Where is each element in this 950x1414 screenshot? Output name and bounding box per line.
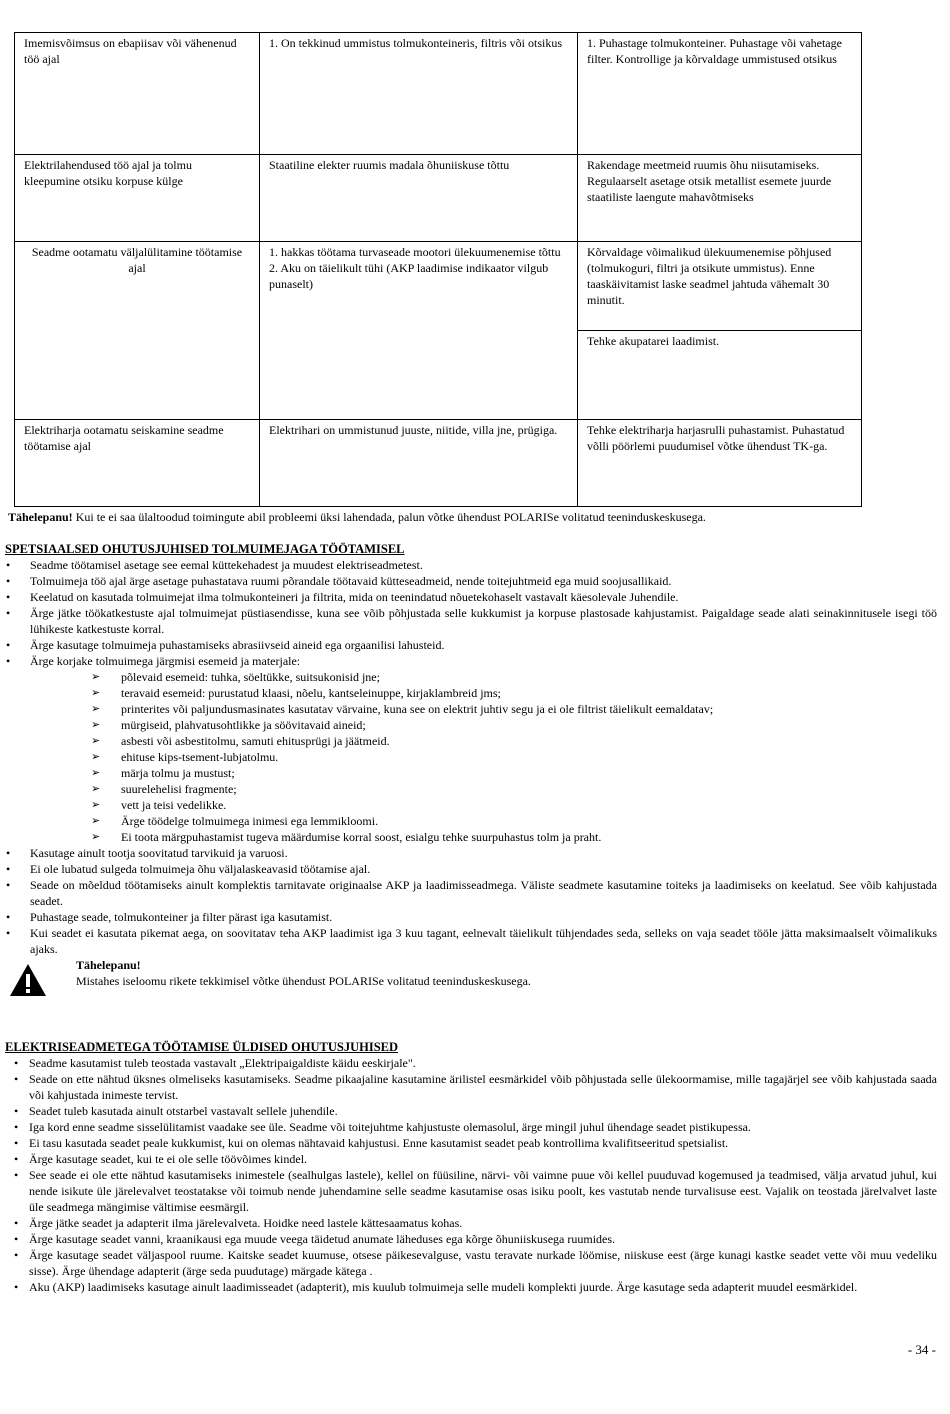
list-item: • Kasutage ainult tootja soovitatud tarvikuid ja varuosi. xyxy=(5,845,937,861)
solution-cell: Rakendage meetmeid ruumis õhu niisutamiseks. Regulaarselt asetage otsik metallist esemete juurde staatiliste laengute mahavõtmiseks xyxy=(578,155,862,242)
list-item: • Ärge kasutage seadet väljaspool ruume. Kaitske seadet kuumuse, otsese päikesevalguse, vastu teravate nurkade löömise, niiskuse eest (ärge kunagi kastke seadet vette või muu vedeliku sisse). Ärge ühendage adapterit (ärge seda puudutage) märgade kätega . xyxy=(5,1247,937,1279)
list-item: • Seade on ette nähtud üksnes olmeliseks kasutamiseks. Seadme pikaajaline kasutamine ärilistel eesmärkidel võib põhjustada selle ülekoormamise, mille tagajärjel see võib kahjustada saada või kahjustada inimeste tervist. xyxy=(5,1071,937,1103)
problem-cell: Seadme ootamatu väljalülitamine töötamise ajal xyxy=(15,242,260,420)
table-row xyxy=(15,33,862,155)
list-item: ➢ vett ja teisi vedelikke. xyxy=(91,797,937,813)
list-item: • Puhastage seade, tolmukonteiner ja filter pärast iga kasutamist. xyxy=(5,909,937,925)
warning-title: Tähelepanu! xyxy=(76,958,141,972)
list-item: • Aku (AKP) laadimiseks kasutage ainult laadimisseadet (adapterit), mis kuulub tolmuimeja selle mudeli komplekti juurde. Ärge kasutage seda adapterit muudel eesmärkidel. xyxy=(5,1279,937,1295)
bullet-list xyxy=(5,845,937,957)
solution-cell: Tehke akupatarei laadimist. xyxy=(578,331,862,420)
list-item: ➢ põlevaid esemeid: tuhka, söeltükke, suitsukonisid jne; xyxy=(91,669,937,685)
list-item: • Seadet tuleb kasutada ainult otstarbel vastavalt sellele juhendile. xyxy=(5,1103,937,1119)
page-number: - 34 - xyxy=(907,1342,936,1357)
bullet-list xyxy=(5,557,937,669)
bullet-list xyxy=(5,1055,937,1295)
warning-text: Mistahes iseloomu rikete tekkimisel võtke ühendust POLARISe volitatud teeninduskeskusega. xyxy=(76,974,531,988)
note-line xyxy=(8,509,706,525)
section-heading: ELEKTRISEADMETEGA TÖÖTAMISE ÜLDISED OHUTUSJUHISED xyxy=(5,1040,399,1054)
list-item: ➢ Ärge töödelge tolmuimega inimesi ega lemmikloomi. xyxy=(91,813,937,829)
list-item: • Ärge kasutage tolmuimeja puhastamiseks abrasiivseid aineid ega orgaanilisi lahusteid. xyxy=(5,637,937,653)
list-item: • Keelatud on kasutada tolmuimejat ilma tolmukonteineri ja filtrita, mida on teenindatud nõuetekohaselt vastavalt käesolevale Juhendile. xyxy=(5,589,937,605)
problem-cell: Elektrilahendused töö ajal ja tolmu kleepumine otsiku korpuse külge xyxy=(15,155,260,242)
warning-triangle-icon xyxy=(9,963,47,997)
arrow-list xyxy=(5,669,937,845)
section-heading: SPETSIAALSED OHUTUSJUHISED TOLMUIMEJAGA TÖÖTAMISEL xyxy=(5,542,405,556)
solution-cell: 1. Puhastage tolmukonteiner. Puhastage või vahetage filter. Kontrollige ja kõrvaldage ummistused otsikus xyxy=(578,33,862,155)
list-item: • Seadme kasutamist tuleb teostada vastavalt „Elektripaigaldiste käidu eeskirjale". xyxy=(5,1055,937,1071)
table-row xyxy=(15,155,862,242)
list-item: • Seadme töötamisel asetage see eemal küttekehadest ja muudest elektriseadmetest. xyxy=(5,557,937,573)
warning-text-block xyxy=(76,957,531,989)
cause-cell: 1. On tekkinud ummistus tolmukonteineris, filtris või otsikus xyxy=(260,33,578,155)
list-item: ➢ mürgiseid, plahvatusohtlikke ja söövitavaid aineid; xyxy=(91,717,937,733)
table-row xyxy=(15,242,862,331)
list-item: ➢ ehituse kips-tsement-lubjatolmu. xyxy=(91,749,937,765)
list-item: • Ärge jätke seadet ja adapterit ilma järelevalveta. Hoidke need lastele kättesaamatus kohas. xyxy=(5,1215,937,1231)
solution-cell: Tehke elektriharja harjasrulli puhastamist. Puhastatud võlli pöörlemi puudumisel võtke ühendust TK-ga. xyxy=(578,420,862,507)
table-row xyxy=(15,420,862,507)
list-item: • Kui seadet ei kasutata pikemat aega, on soovitatav teha AKP laadimist iga 3 kuu tagant, eelnevalt täielikult tühjendades seda, selleks on vaja seadet tööle jätta maksimaalselt võimalikuks ajaks. xyxy=(5,925,937,957)
warning-block xyxy=(5,957,937,1003)
list-item: • Seade on mõeldud töötamiseks ainult komplektis tarnitavate originaalse AKP ja laadimisseadmega. Väliste seadmete kasutamine toiteks ja laadimiseks on keelatud. See võib kahjustada seadet. xyxy=(5,877,937,909)
troubleshooting-table xyxy=(14,32,862,507)
cause-cell: 1. hakkas töötama turvaseade mootori ülekuumenemise tõttu 2. Aku on täielikult tühi (AKP laadimise indikaator vilgub punaselt) xyxy=(260,242,578,420)
list-item: ➢ teravaid esemeid: purustatud klaasi, nõelu, kantseleinuppe, kirjaklambreid jms; xyxy=(91,685,937,701)
list-item: ➢ asbesti või asbestitolmu, samuti ehitusprügi ja jäätmeid. xyxy=(91,733,937,749)
list-item: • Tolmuimeja töö ajal ärge asetage puhastatava ruumi põrandale töötavaid kütteseadmeid, nende toitejuhtmeid ega muid soojusallikaid. xyxy=(5,573,937,589)
note-text: Kui te ei saa ülaltoodud toimingute abil probleemi üksi lahendada, palun võtke ühendust POLARISe volitatud teeninduskeskusega. xyxy=(72,510,706,524)
special-safety-section xyxy=(5,541,937,1003)
list-item: • See seade ei ole ette nähtud kasutamiseks inimestele (sealhulgas lastele), kellel on füüsiline, närvi- või vaimne puue või kellel puuduvad kogemused ja teadmised, välja arvatud juhul, kui nende isikute üle järelevalvet teostatakse või toimub nende juhendamine selle seadme kasutamise osas isiku poolt, kes vastutab nende turvalisuse eest. Vajalik on teostada järelvalvet laste üle seadmega mängimise vältimise eesmärgil. xyxy=(5,1167,937,1215)
list-item: • Ärge jätke töökatkestuste ajal tolmuimejat püstiasendisse, kuna see võib põhjustada selle kukkumist ja korpuse plastosade kahjustamist. Paigaldage seade alati seinakinnitusele isegi töö lühikeste katkestuste korral. xyxy=(5,605,937,637)
cause-cell: Elektrihari on ummistunud juuste, niitide, villa jne, prügiga. xyxy=(260,420,578,507)
list-item: ➢ suurelehelisi fragmente; xyxy=(91,781,937,797)
list-item: • Ei tasu kasutada seadet peale kukkumist, kui on olemas nähtavaid kahjustusi. Enne kasutamist seadet peab kontrollima kvalifitseeritud spetsialist. xyxy=(5,1135,937,1151)
list-item: • Ärge kasutage seadet, kui te ei ole selle töövõimes kindel. xyxy=(5,1151,937,1167)
note-label: Tähelepanu! xyxy=(8,510,73,524)
general-safety-section xyxy=(5,1039,937,1295)
problem-cell: Elektriharja ootamatu seiskamine seadme töötamise ajal xyxy=(15,420,260,507)
list-item: ➢ Ei toota märgpuhastamist tugeva määrdumise korral soost, esialgu tehke suurpuhastus tolm ja praht. xyxy=(91,829,937,845)
list-item: • Iga kord enne seadme sisselülitamist vaadake see üle. Seadme või toitejuhtme kahjustuste olemasolul, ärge mingil juhul ühendage seadet pistikupessa. xyxy=(5,1119,937,1135)
problem-cell: Imemisvõimsus on ebapiisav või vähenenud töö ajal xyxy=(15,33,260,155)
list-item: • Ärge kasutage seadet vanni, kraanikausi ega muude veega täidetud anumate läheduses ega kõrge õhuniiskusega ruumides. xyxy=(5,1231,937,1247)
list-item: • Ärge korjake tolmuimega järgmisi esemeid ja materjale: xyxy=(5,653,937,669)
list-item: ➢ printerites või paljundusmasinates kasutatav värvaine, kuna see on elektrit juhtiv segu ja ei ole filtrist täielikult eemaldatav; xyxy=(91,701,937,717)
list-item: ➢ märja tolmu ja mustust; xyxy=(91,765,937,781)
solution-cell: Kõrvaldage võimalikud ülekuumenemise põhjused (tolmukoguri, filtri ja otsikute ummistus). Enne taaskäivitamist laske seadmel jahtuda vähemalt 30 minutit. xyxy=(578,242,862,331)
cause-cell: Staatiline elekter ruumis madala õhuniiskuse tõttu xyxy=(260,155,578,242)
list-item: • Ei ole lubatud sulgeda tolmuimeja õhu väljalaskeavasid töötamise ajal. xyxy=(5,861,937,877)
